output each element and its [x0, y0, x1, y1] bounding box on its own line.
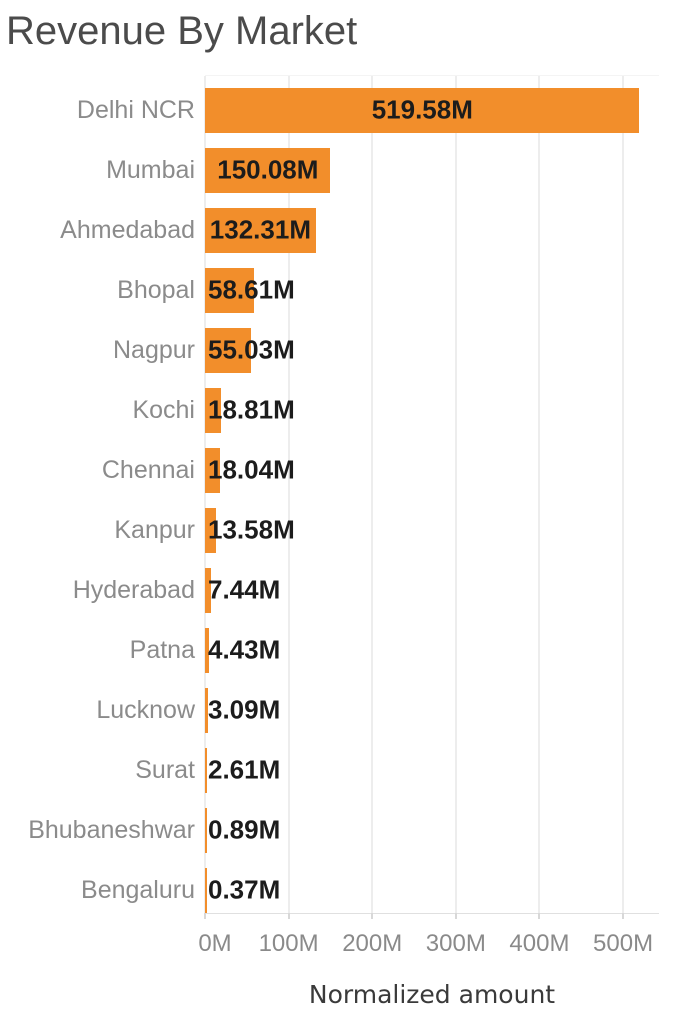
bar-row	[0, 80, 659, 140]
tick-mark	[455, 913, 457, 919]
bar-row	[0, 560, 659, 620]
value-label: 18.04M	[208, 454, 295, 485]
bar-row	[0, 380, 659, 440]
revenue-bar[interactable]	[205, 868, 207, 913]
tick-label: 400M	[509, 930, 570, 957]
value-label: 0.89M	[208, 814, 281, 845]
tick-mark	[204, 913, 206, 919]
value-label: 18.81M	[208, 394, 295, 425]
tick-label: 0M	[198, 930, 232, 957]
chart-title: Revenue By Market	[6, 9, 358, 53]
bar-row	[0, 440, 659, 500]
category-label[interactable]: Chennai	[101, 455, 195, 484]
bar-track	[205, 628, 659, 673]
bar-row	[0, 320, 659, 380]
revenue-bar[interactable]	[205, 748, 207, 793]
tick-mark	[538, 913, 540, 919]
tick-mark	[622, 913, 624, 919]
bar-track	[205, 508, 659, 553]
category-label[interactable]: Lucknow	[96, 695, 195, 724]
category-label[interactable]: Surat	[135, 755, 195, 784]
tick-label: 200M	[342, 930, 403, 957]
bar-track	[205, 88, 659, 133]
bar-row	[0, 200, 659, 260]
category-label[interactable]: Bhubaneshwar	[28, 815, 195, 844]
bar-track	[205, 148, 659, 193]
category-label[interactable]: Kanpur	[114, 515, 195, 544]
value-label: 0.37M	[208, 874, 281, 905]
bar-row	[0, 620, 659, 680]
tick-mark	[288, 913, 290, 919]
value-label: 13.58M	[208, 514, 295, 545]
bar-row	[0, 860, 659, 920]
value-label: 58.61M	[208, 274, 295, 305]
category-label[interactable]: Mumbai	[106, 155, 195, 184]
value-label: 4.43M	[208, 634, 281, 665]
bar-row	[0, 680, 659, 740]
value-label: 132.31M	[209, 214, 311, 245]
bar-track	[205, 268, 659, 313]
tick-mark	[371, 913, 373, 919]
category-label[interactable]: Kochi	[132, 395, 195, 424]
bar-track	[205, 568, 659, 613]
value-label: 3.09M	[208, 694, 281, 725]
x-axis-tick-labels	[198, 930, 659, 960]
bar-row	[0, 740, 659, 800]
bar-track	[205, 868, 659, 913]
category-label[interactable]: Bhopal	[117, 275, 195, 304]
bar-track	[205, 688, 659, 733]
revenue-bar[interactable]	[205, 808, 207, 853]
bar-rows-layer	[0, 80, 659, 920]
category-label[interactable]: Delhi NCR	[76, 95, 195, 124]
value-label: 150.08M	[217, 154, 319, 185]
tick-label: 500M	[593, 930, 654, 957]
x-axis-tick-marks	[205, 912, 659, 920]
bar-row	[0, 500, 659, 560]
value-label: 7.44M	[208, 574, 281, 605]
bar-track	[205, 748, 659, 793]
category-label[interactable]: Bengaluru	[81, 875, 195, 904]
bar-track	[205, 388, 659, 433]
bar-track	[205, 448, 659, 493]
category-label[interactable]: Patna	[129, 635, 195, 664]
category-label[interactable]: Hyderabad	[72, 575, 195, 604]
x-axis-title: Normalized amount	[308, 980, 556, 1009]
value-label: 55.03M	[208, 334, 295, 365]
value-label: 519.58M	[371, 94, 473, 125]
bar-row	[0, 800, 659, 860]
value-label: 2.61M	[208, 754, 281, 785]
category-label[interactable]: Nagpur	[113, 335, 195, 364]
bar-track	[205, 328, 659, 373]
tick-label: 100M	[258, 930, 319, 957]
bar-track	[205, 208, 659, 253]
bar-track	[205, 808, 659, 853]
bar-row	[0, 140, 659, 200]
bar-row	[0, 260, 659, 320]
tick-label: 300M	[425, 930, 486, 957]
category-label[interactable]: Ahmedabad	[60, 215, 195, 244]
